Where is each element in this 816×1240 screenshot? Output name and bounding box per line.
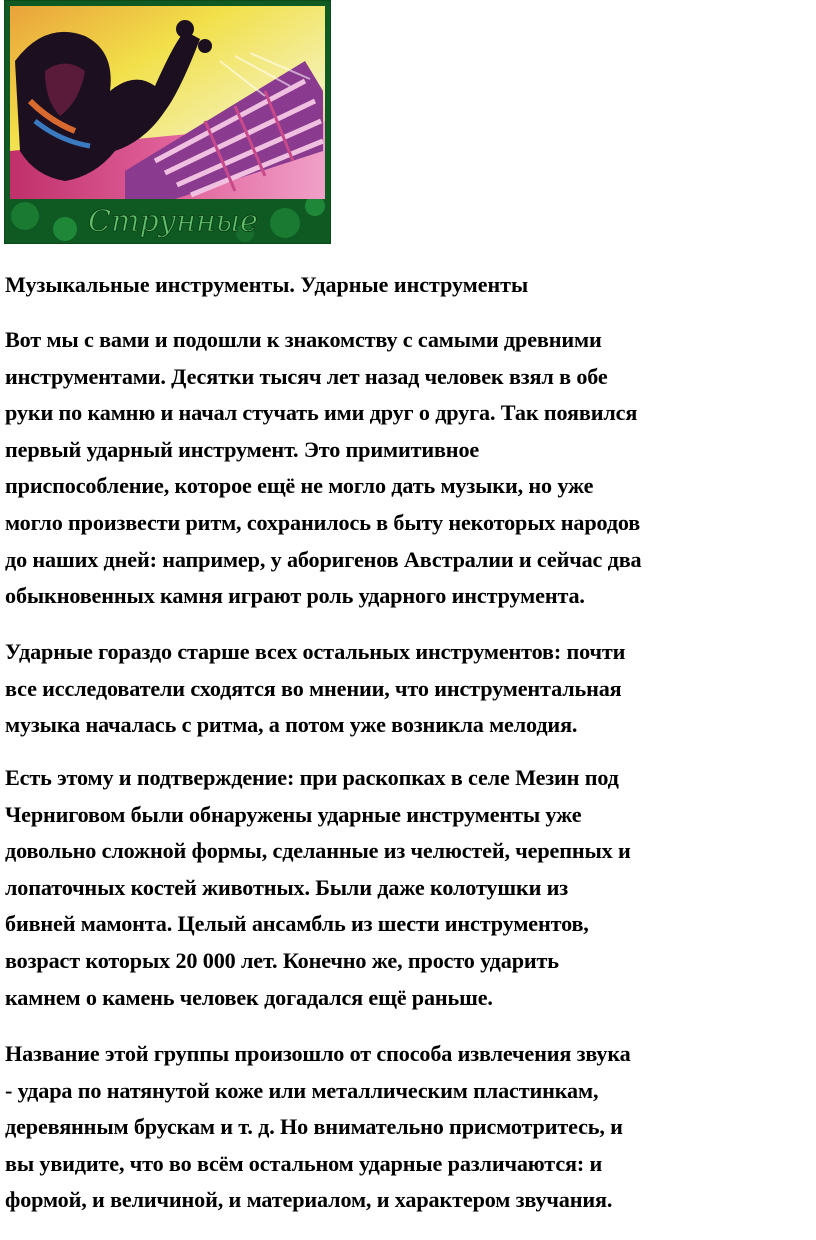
text-line: вы увидите, что во всём остальном ударные различаются: и <box>5 1150 603 1176</box>
illustration-caption: Струнные <box>88 204 258 239</box>
musician-painting <box>5 1 330 243</box>
text-line: лопаточных костей животных. Были даже колотушки из <box>5 874 569 900</box>
text-line: инструментами. Десятки тысяч лет назад человек взял в обе <box>5 363 608 389</box>
text-line: Ударные гораздо старше всех остальных инструментов: почти <box>5 639 626 664</box>
text-line: первый ударный инструмент. Это примитивное <box>5 436 480 462</box>
text-line: деревянным брускам и т. д. Но внимательно присмотритесь, и <box>5 1114 623 1140</box>
paragraph-3 <box>5 760 816 1016</box>
text-line: возраст которых 20 000 лет. Конечно же, просто ударить <box>5 947 559 973</box>
text-line: обыкновенных камня играют роль ударного инструмента. <box>5 583 585 609</box>
text-line: Название этой группы произошло от способа извлечения звука <box>5 1041 631 1066</box>
paragraph-2 <box>5 634 816 744</box>
page-title: Музыкальные инструменты. Ударные инструменты <box>5 272 529 297</box>
text-line: музыка началась с ритма, а потом уже возникла мелодия. <box>5 712 578 738</box>
text-line: довольно сложной формы, сделанные из челюстей, черепных и <box>5 838 631 864</box>
text-line: приспособление, которое ещё не могло дать музыки, но уже <box>5 473 594 499</box>
text-line: Есть этому и подтверждение: при раскопках в селе Мезин под <box>5 765 619 790</box>
text-line: бивней мамонта. Целый ансамбль из шести инструментов, <box>5 911 589 937</box>
text-line: все исследователи сходятся во мнении, что инструментальная <box>5 675 622 701</box>
text-line: формой, и величиной, и материалом, и характером звучания. <box>5 1187 613 1213</box>
strings-illustration <box>4 0 331 244</box>
text-line: камнем о камень человек догадался ещё раньше. <box>5 984 493 1010</box>
text-line: руки по камню и начал стучать ими друг о друга. Так появился <box>5 400 638 426</box>
text-line: до наших дней: например, у аборигенов Австралии и сейчас два <box>5 546 642 572</box>
paragraph-4 <box>5 1036 816 1219</box>
paragraph-1 <box>5 322 816 615</box>
text-line: Вот мы с вами и подошли к знакомству с самыми древними <box>5 327 602 352</box>
text-line: могло произвести ритм, сохранилось в быту некоторых народов <box>5 509 641 535</box>
text-line: - удара по натянутой коже или металлическим пластинкам, <box>5 1077 599 1103</box>
text-line: Черниговом были обнаружены ударные инструменты уже <box>5 801 582 827</box>
